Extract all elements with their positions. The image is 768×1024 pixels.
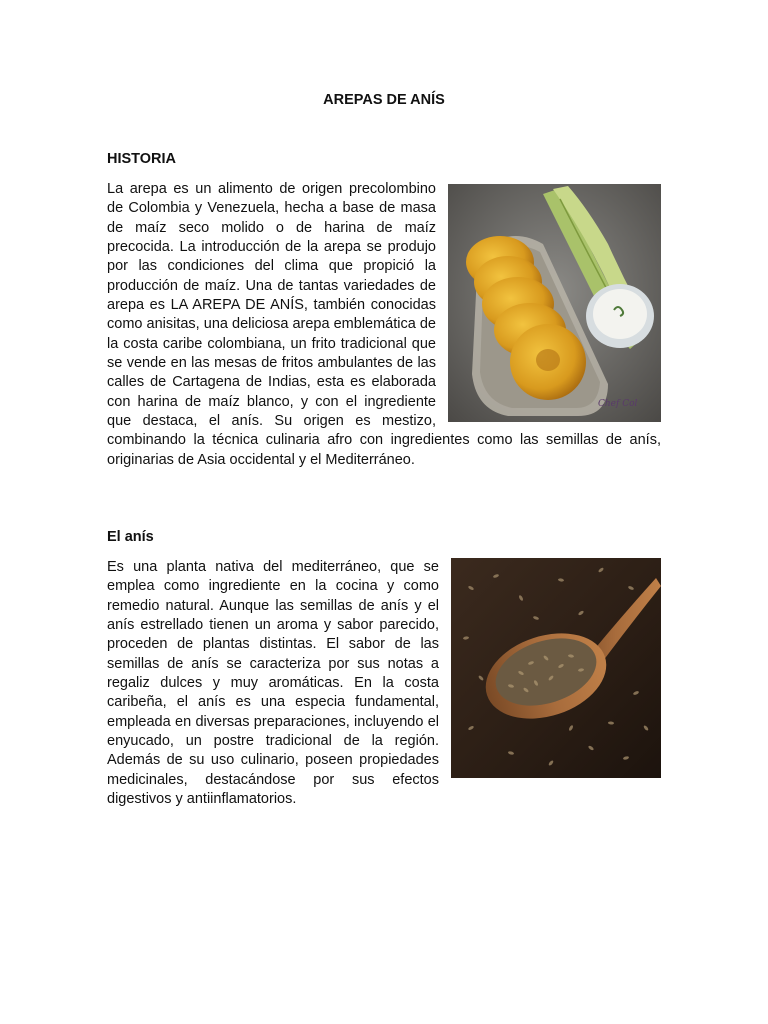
watermark-text: Chef Col [598,399,638,409]
historia-text: La arepa es un alimento de origen precolombino de Colombia y Venezuela, hecha a base de masa de maíz seco molido o de harina de maíz precocida. La introducción de la arepa se produjo por las condiciones del clima que propició la producción de maíz. Una de tantas variedades de arepa es LA AREPA DE ANÍS, también conocidas como anisitas, una deliciosa arepa emblemática de la costa caribe colombiana, un frito tradicional que se vende en las mesas de fritos ambulantes de las calles de Cartagena de Indias, esta es elaborada con harina de maíz blanco, y con el ingrediente que destaca, el anís. Su origen es mestizo, combinando la técnica culinaria afro con ingredientes como las semillas de anís, originarias de Asia occidental y el Mediterráneo. [107,181,661,468]
anise-seeds-photo [451,558,661,778]
anis-text: Es una planta nativa del mediterráneo, que se emplea como ingrediente en la cocina y como remedio natural. Aunque las semillas de anís y el anís estrellado tienen un aroma y sabor parecido, proceden de plantas distintas. El sabor de las semillas de anís se caracteriza por sus notas a regaliz dulces y muy aromáticas. En la costa caribeña, el anís es una especia fundamental, empleada en diversas preparaciones, incluyendo el enyucado, un postre tradicional de la región. Además de su uso culinario, poseen propiedades medicinales, destacándose por sus efectos digestivos y antiinflamatorios. [107,559,439,808]
section-heading-anis: El anís [107,529,154,545]
section-heading-historia: HISTORIA [107,151,177,167]
anise-seeds-photo-graphic [451,558,661,778]
arepas-photo [448,184,661,422]
arepas-photo-graphic [448,184,661,422]
section-paragraph-anis [107,558,661,809]
page-title: AREPAS DE ANÍS [323,92,445,108]
section-paragraph-historia [107,180,661,470]
